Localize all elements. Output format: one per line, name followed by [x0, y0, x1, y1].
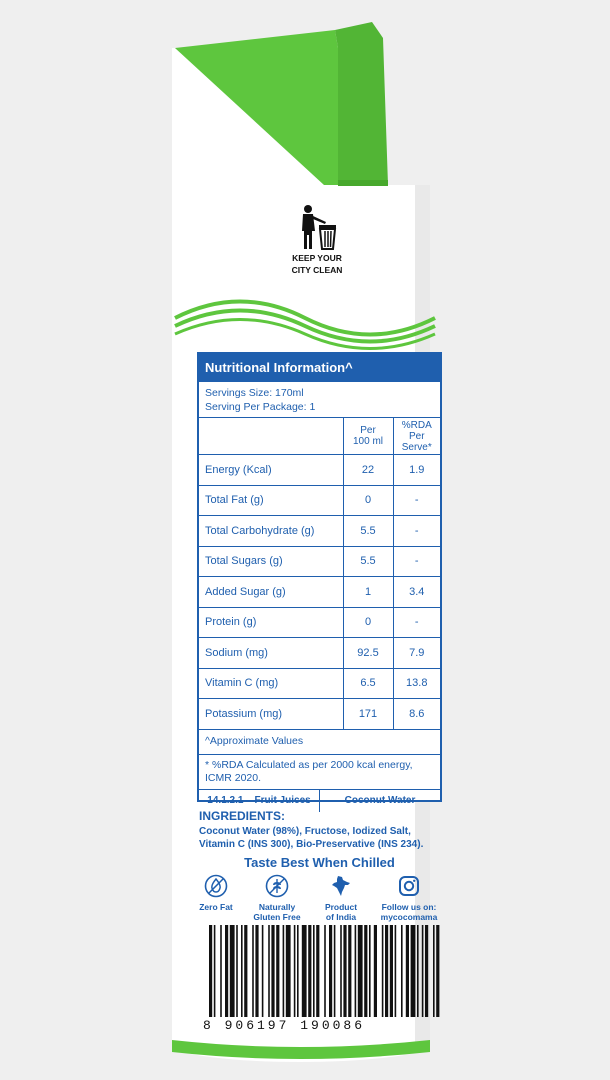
barcode-bar — [433, 925, 435, 1017]
barcode-bar — [244, 925, 247, 1017]
barcode-bar — [369, 925, 371, 1017]
barcode-bar — [355, 925, 357, 1017]
barcode-bar — [374, 925, 377, 1017]
barcode-bar — [302, 925, 307, 1017]
servings-info — [199, 382, 440, 418]
india-map-icon — [329, 874, 353, 898]
nutrient-rda: 3.4 — [393, 577, 440, 608]
ingredients-block — [199, 809, 449, 851]
barcode-number: 8 906197 190086 — [203, 1018, 366, 1033]
nutrient-per100: 22 — [343, 455, 393, 486]
servings-size: Servings Size: 170ml — [205, 387, 304, 399]
table-row — [199, 607, 440, 638]
nutrient-name: Energy (Kcal) — [199, 455, 343, 486]
nutrient-per100: 5.5 — [343, 516, 393, 547]
badge-gluten-free — [246, 874, 308, 922]
nutrition-panel — [197, 352, 442, 806]
nutrition-title: Nutritional Information^ — [199, 354, 440, 382]
nutrient-rda: 1.9 — [393, 455, 440, 486]
barcode-bar — [343, 925, 346, 1017]
tagline: Taste Best When Chilled — [244, 855, 395, 870]
nutrient-rda: - — [393, 485, 440, 516]
nutrient-name: Total Carbohydrate (g) — [199, 516, 343, 547]
nutrient-rda: 8.6 — [393, 699, 440, 729]
badge-india-line1: Product — [324, 902, 358, 912]
barcode-bar — [401, 925, 403, 1017]
keep-city-clean-text — [262, 252, 372, 276]
barcode-bar — [214, 925, 216, 1017]
badge-product-of-india — [310, 874, 372, 922]
nutrient-name: Sodium (mg) — [199, 638, 343, 669]
barcode-bar — [283, 925, 285, 1017]
table-row — [199, 516, 440, 547]
rda-note — [199, 754, 440, 789]
keep-clean-line1: KEEP YOUR — [292, 253, 342, 263]
nutrient-rda: - — [393, 516, 440, 547]
gluten-free-wheat-icon — [265, 874, 289, 898]
table-row — [199, 546, 440, 577]
nutrient-name: Protein (g) — [199, 607, 343, 638]
nutrition-header-row — [199, 418, 440, 455]
barcode-bar — [286, 925, 291, 1017]
badge-instagram-line2: mycocomama — [380, 912, 438, 922]
badge-instagram — [378, 874, 440, 922]
barcode-bar — [364, 925, 367, 1017]
carton-top-green-right — [335, 22, 388, 185]
nutrient-rda: 7.9 — [393, 638, 440, 669]
badge-zero-fat-line1: Zero Fat — [199, 902, 233, 912]
barcode-bar — [334, 925, 336, 1017]
barcode-bar — [395, 925, 397, 1017]
nutrient-per100: 0 — [343, 607, 393, 638]
table-row — [199, 485, 440, 516]
table-row — [199, 577, 440, 608]
barcode-bar — [382, 925, 384, 1017]
barcode-bar — [209, 925, 212, 1017]
nutrient-per100: 92.5 — [343, 638, 393, 669]
nutrient-name: Added Sugar (g) — [199, 577, 343, 608]
category-code: 14.1.2.1 – Fruit Juices — [207, 794, 311, 806]
nutrient-name: Vitamin C (mg) — [199, 668, 343, 699]
header-rda-line2: Per — [408, 430, 425, 442]
barcode-bar — [329, 925, 332, 1017]
keep-clean-line2: CITY CLEAN — [291, 265, 343, 275]
zero-fat-icon — [204, 874, 228, 898]
rda-note-line2: ICMR 2020. — [205, 771, 262, 784]
barcode-bar — [271, 925, 274, 1017]
barcode-bar — [255, 925, 258, 1017]
table-row — [199, 699, 440, 729]
barcode — [205, 925, 445, 1020]
barcode-bar — [252, 925, 254, 1017]
header-per-unit: 100 ml — [352, 436, 383, 447]
header-rda — [393, 418, 440, 455]
barcode-bar — [297, 925, 299, 1017]
barcode-bar — [276, 925, 279, 1017]
barcode-bar — [262, 925, 264, 1017]
ingredients-line2: Vitamin C (INS 300), Bio-Preservative (INS 234). — [199, 839, 424, 850]
barcode-bar — [220, 925, 222, 1017]
serving-per-package: Serving Per Package: 1 — [205, 401, 316, 413]
approx-values-note: ^Approximate Values — [199, 729, 440, 754]
barcode-bar — [358, 925, 363, 1017]
barcode-bar — [268, 925, 270, 1017]
barcode-bar — [236, 925, 238, 1017]
barcode-bar — [390, 925, 393, 1017]
badge-gluten-free-line1: Naturally — [258, 902, 296, 912]
badge-instagram-line1: Follow us on: — [381, 902, 437, 912]
ingredients-title: INGREDIENTS: — [199, 809, 286, 823]
header-nutrient-blank — [199, 418, 343, 455]
badge-gluten-free-line2: Gluten Free — [253, 912, 301, 922]
nutrient-rda: - — [393, 546, 440, 577]
barcode-bar — [313, 925, 315, 1017]
barcode-bar — [436, 925, 439, 1017]
category-name: Coconut Water — [319, 790, 440, 812]
barcode-bar — [411, 925, 416, 1017]
ingredients-text — [199, 825, 449, 851]
barcode-bar — [422, 925, 424, 1017]
nutrient-name: Potassium (mg) — [199, 699, 343, 729]
nutrient-per100: 5.5 — [343, 546, 393, 577]
barcode-bar — [316, 925, 319, 1017]
barcode-bar — [340, 925, 342, 1017]
nutrient-per100: 6.5 — [343, 668, 393, 699]
badge-india-line2: of India — [325, 912, 357, 922]
barcode-bar — [385, 925, 388, 1017]
table-row — [199, 638, 440, 669]
barcode-bar — [425, 925, 428, 1017]
nutrient-name: Total Sugars (g) — [199, 546, 343, 577]
header-rda-line1: %RDA — [401, 419, 432, 431]
barcode-bar — [324, 925, 326, 1017]
rda-note-line1: * %RDA Calculated as per 2000 kcal energy, — [205, 758, 413, 771]
barcode-bar — [417, 925, 419, 1017]
barcode-bar — [348, 925, 351, 1017]
header-per-label: Per — [360, 425, 376, 436]
barcode-bar — [406, 925, 409, 1017]
table-row — [199, 668, 440, 699]
header-rda-line3: Serve* — [401, 441, 432, 453]
nutrient-rda: 13.8 — [393, 668, 440, 699]
nutrient-name: Total Fat (g) — [199, 485, 343, 516]
table-row — [199, 455, 440, 486]
nutrient-per100: 0 — [343, 485, 393, 516]
nutrient-rda: - — [393, 607, 440, 638]
badge-zero-fat — [185, 874, 247, 912]
barcode-bar — [308, 925, 311, 1017]
nutrition-table — [199, 418, 440, 729]
ingredients-line1: Coconut Water (98%), Fructose, Iodized Salt, — [199, 826, 411, 837]
barcode-bar — [230, 925, 235, 1017]
barcode-bar — [241, 925, 243, 1017]
barcode-bar — [294, 925, 296, 1017]
nutrient-per100: 1 — [343, 577, 393, 608]
header-per-100ml — [343, 418, 393, 455]
instagram-icon — [397, 874, 421, 898]
barcode-bar — [225, 925, 228, 1017]
nutrient-per100: 171 — [343, 699, 393, 729]
